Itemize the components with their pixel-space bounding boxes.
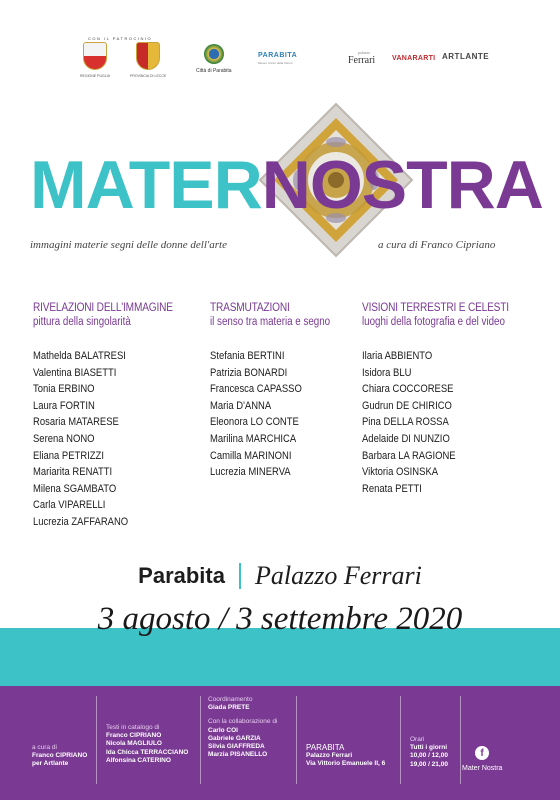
artist-name: Camilla MARINONI <box>210 449 292 462</box>
artist-name: Renata PETTI <box>362 482 422 495</box>
title-part-mater: MATER <box>30 147 262 223</box>
section-heading: TRASMUTAZIONI <box>210 302 290 314</box>
artist-name: Tonia ERBINO <box>33 383 95 396</box>
footer-divider <box>460 696 461 784</box>
cura-line: Franco CIPRIANO <box>32 752 88 760</box>
artist-name: Francesca CAPASSO <box>210 383 302 396</box>
artist-name: Valentina BIASETTI <box>33 366 117 379</box>
facebook-page-name[interactable]: Mater Nostra <box>462 765 503 772</box>
title-text <box>30 147 543 223</box>
artist-name: Barbara LA RAGIONE <box>362 449 456 462</box>
coord-label: Coordinamento <box>208 696 253 703</box>
artist-name: Patrizia BONARDI <box>210 366 288 379</box>
artist-name: Eleonora LO CONTE <box>210 416 299 429</box>
artist-list <box>33 348 213 531</box>
comune-parabita-logo <box>196 44 232 74</box>
regione-puglia-logo <box>80 42 110 78</box>
section-heading: RIVELAZIONI DELL'IMMAGINE <box>33 302 173 314</box>
artist-name: Milena SGAMBATO <box>33 482 117 495</box>
testi-line: Nicola MAGLIULO <box>106 740 162 748</box>
palazzo-ferrari-logo <box>348 50 375 66</box>
ferrari-word: Ferrari <box>348 55 376 66</box>
venue-town: Parabita <box>138 563 225 588</box>
footer-testi <box>106 724 188 765</box>
footer <box>0 686 560 800</box>
footer-place <box>306 744 385 769</box>
provincia-caption: PROVINCIA DI LECCE <box>130 74 167 78</box>
testi-label: Testi in catalogo di <box>106 724 160 731</box>
artist-name: Eliana PETRIZZI <box>33 449 104 462</box>
title-part-nostra: NOSTRA <box>261 147 543 223</box>
place-line: Via Vittorio Emanuele II, 6 <box>306 760 386 768</box>
footer-divider <box>96 696 97 784</box>
footer-divider <box>296 696 297 784</box>
artist-name: Pina DELLA ROSSA <box>362 416 449 429</box>
place-line: Palazzo Ferrari <box>306 752 353 760</box>
artist-name: Mathelda BALATRESI <box>33 350 126 362</box>
testi-line: Alfonsina CATERINO <box>106 756 171 764</box>
artist-name: Lucrezia MINERVA <box>210 466 291 479</box>
orari-line: Tutti i giorni <box>410 744 448 752</box>
collab-label: Con la collaborazione di <box>208 718 278 726</box>
artist-name: Marilina MARCHICA <box>210 432 297 445</box>
artist-name: Gudrun DE CHIRICO <box>362 399 452 412</box>
venue-palace: Palazzo Ferrari <box>254 561 422 590</box>
section-subheading: pittura della singolarità <box>33 316 131 328</box>
place-label: PARABITA <box>306 743 345 752</box>
artist-name: Laura FORTIN <box>33 399 95 412</box>
museo-sub: Museo Civico della Veneri <box>258 61 293 65</box>
artist-name: Carla VIPARELLI <box>33 499 106 512</box>
comune-seal-icon <box>204 44 224 64</box>
section-subheading: luoghi della fotografia e del video <box>362 316 505 328</box>
artist-list <box>362 348 552 497</box>
artist-name: Lucrezia ZAFFARANO <box>33 515 129 528</box>
section-heading: VISIONI TERRESTRI E CELESTI <box>362 302 509 314</box>
collab-line: Carlo COI <box>208 726 238 734</box>
comune-caption: Città di Parabita <box>196 68 232 74</box>
regione-crest-icon <box>83 42 107 70</box>
museo-logo: PARABITA <box>258 52 298 59</box>
collab-line: Silvia GIAFFREDA <box>208 743 265 751</box>
regione-caption: REGIONE PUGLIA <box>80 74 110 78</box>
section-column-1 <box>33 302 213 531</box>
ferrari-pre: palazzo <box>358 50 371 55</box>
artist-name: Adelaide DI NUNZIO <box>362 432 450 445</box>
patrocinio-label: CON IL PATROCINIO <box>88 36 153 41</box>
collab-line: Marzia PISANELLO <box>208 751 268 759</box>
sponsor-logos <box>0 28 560 88</box>
curator-line: a cura di Franco Cipriano <box>378 239 496 251</box>
facebook-icon[interactable]: f <box>475 746 489 760</box>
orari-label: Orari <box>410 736 425 743</box>
artist-name: Isidora BLU <box>362 366 412 379</box>
section-subheading: il senso tra materia e segno <box>210 316 331 328</box>
testi-line: Franco CIPRIANO <box>106 732 162 740</box>
exhibition-dates: 3 agosto / 3 settembre 2020 <box>97 601 463 637</box>
exhibition-title <box>30 147 543 230</box>
artist-name: Rosaria MATARESE <box>33 416 119 429</box>
artist-name: Mariarita RENATTI <box>33 466 113 479</box>
vanarart-logo: VANARARTI <box>392 55 436 62</box>
footer-orari <box>410 736 448 769</box>
artist-name: Viktoria OSINSKA <box>362 466 439 479</box>
artlante-logo: ARTLANTE <box>442 52 490 61</box>
artist-name: Ilaria ABBIENTO <box>362 350 433 362</box>
testi-line: Ida Chicca TERRACCIANO <box>106 748 189 756</box>
provincia-lecce-logo <box>130 42 166 78</box>
artist-name: Serena NONO <box>33 432 95 445</box>
venue-separator <box>239 563 241 589</box>
footer-cura <box>32 744 87 769</box>
orari-line: 10,00 / 12,00 <box>410 752 448 760</box>
exhibition-subtitle: immagini materie segni delle donne dell'arte <box>30 239 227 251</box>
collab-line: Gabriele GARZIA <box>208 734 261 742</box>
artist-name: Maria D'ANNA <box>210 399 272 412</box>
section-column-3 <box>362 302 552 497</box>
coord-name: Giada PRETE <box>208 704 250 712</box>
orari-line: 19,00 / 21,00 <box>410 760 448 768</box>
artist-name: Chiara COCCORESE <box>362 383 454 396</box>
cura-line: per Artlante <box>32 760 69 768</box>
provincia-crest-icon <box>136 42 160 70</box>
footer-divider <box>200 696 201 784</box>
venue-line <box>0 561 560 591</box>
footer-divider <box>400 696 401 784</box>
artist-name: Stefania BERTINI <box>210 350 285 362</box>
footer-coord <box>208 696 277 759</box>
cura-label: a cura di <box>32 744 57 751</box>
